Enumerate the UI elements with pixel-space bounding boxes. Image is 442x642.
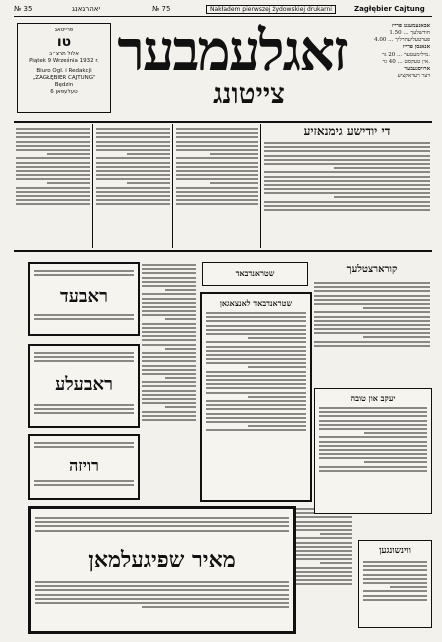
text-line xyxy=(142,398,196,400)
text-line xyxy=(206,375,306,377)
subscription-box xyxy=(352,23,430,115)
office-name: „ZAGŁĘBIER CAJTUNG" xyxy=(32,75,96,81)
text-line xyxy=(296,575,352,577)
date-box xyxy=(17,23,111,113)
corner-number: № 35 xyxy=(14,5,33,13)
text-line xyxy=(142,365,196,367)
text-line xyxy=(319,436,427,438)
text-line xyxy=(314,295,430,297)
text-line xyxy=(16,132,90,134)
text-line xyxy=(314,303,430,305)
center-ad-text xyxy=(206,310,306,494)
text-line xyxy=(16,141,90,143)
text-line xyxy=(96,203,170,205)
text-line xyxy=(96,157,170,159)
text-line xyxy=(296,550,352,552)
text-line xyxy=(206,346,306,348)
year-label: יאהרגאנג xyxy=(72,5,101,13)
text-line xyxy=(206,421,306,423)
text-line xyxy=(16,187,90,189)
text-line xyxy=(34,484,134,486)
text-line xyxy=(210,153,258,155)
center-ad xyxy=(200,292,312,502)
text-line xyxy=(176,128,258,130)
center-ad-title: שטראנדבאד לאנצאגאן xyxy=(219,298,293,308)
text-line xyxy=(314,345,430,347)
text-line xyxy=(248,366,306,368)
bottom-right-ad-title: ווינשונגען xyxy=(379,546,411,556)
text-line xyxy=(206,417,306,419)
text-line xyxy=(176,199,258,201)
text-line xyxy=(176,178,258,180)
text-line xyxy=(296,554,352,556)
text-line xyxy=(165,289,196,291)
text-line xyxy=(16,195,90,197)
text-line xyxy=(206,400,306,402)
ad-box-1-name: ראבעד xyxy=(60,286,108,307)
right-column-text xyxy=(314,280,430,380)
text-line xyxy=(176,166,258,168)
text-line xyxy=(165,377,196,379)
text-line xyxy=(296,529,352,531)
ad-box-2-name: ראבעלע xyxy=(55,374,113,395)
right-ad-text xyxy=(319,405,427,509)
top-info-bar xyxy=(14,3,432,15)
text-line xyxy=(314,332,430,334)
text-line xyxy=(176,132,258,134)
text-line xyxy=(96,170,170,172)
text-line xyxy=(319,420,427,422)
text-line xyxy=(176,170,258,172)
text-line xyxy=(142,277,196,279)
text-line xyxy=(206,362,306,364)
text-line xyxy=(320,533,352,535)
text-line xyxy=(35,598,289,600)
text-line xyxy=(206,371,306,373)
text-line xyxy=(264,201,430,203)
article-column xyxy=(16,126,90,246)
text-line xyxy=(390,586,427,588)
ad-box-1 xyxy=(28,262,140,336)
text-line xyxy=(142,411,196,413)
text-line xyxy=(34,352,134,354)
text-line xyxy=(35,589,289,591)
text-line xyxy=(363,565,427,567)
newspaper-subtitle: צייטונג xyxy=(213,77,285,110)
ad-box-2 xyxy=(28,344,140,428)
text-line xyxy=(264,176,430,178)
office-city: Będzin xyxy=(54,81,74,88)
sub-line: מילימעטער ... 20 גר. xyxy=(382,51,430,58)
text-line xyxy=(142,606,289,608)
text-line xyxy=(35,602,289,604)
text-line xyxy=(176,157,258,159)
memorial-text xyxy=(35,579,289,625)
text-line xyxy=(35,530,289,532)
text-line xyxy=(142,281,196,283)
text-line xyxy=(16,145,90,147)
text-line xyxy=(35,517,289,519)
text-line xyxy=(206,316,306,318)
text-line xyxy=(34,408,134,410)
sub-line: אנאנסן פרייז xyxy=(402,44,430,51)
text-line xyxy=(264,159,430,161)
text-line xyxy=(142,335,196,337)
masthead xyxy=(14,16,432,123)
text-line xyxy=(142,394,196,396)
text-line xyxy=(34,356,134,358)
text-line xyxy=(319,453,427,455)
text-line xyxy=(96,174,170,176)
text-line xyxy=(96,199,170,201)
text-line xyxy=(296,567,352,569)
text-line xyxy=(96,128,170,130)
text-line xyxy=(34,446,134,448)
text-line xyxy=(16,157,90,159)
text-line xyxy=(296,525,352,527)
text-line xyxy=(363,307,430,309)
sub-line: אבאנעמענט פרייז xyxy=(391,23,430,29)
text-line xyxy=(206,379,306,381)
text-line xyxy=(363,599,427,601)
text-line xyxy=(176,141,258,143)
text-line xyxy=(264,163,430,165)
sub-line: חודשלעך ... 1.50 xyxy=(389,30,430,37)
text-line xyxy=(142,285,196,287)
text-line xyxy=(206,358,306,360)
text-line xyxy=(314,311,430,313)
text-line xyxy=(96,191,170,193)
ad-box-3 xyxy=(28,434,140,500)
text-line xyxy=(142,302,196,304)
text-line xyxy=(314,286,430,288)
weekday: פרייטאג xyxy=(54,27,74,33)
text-line xyxy=(47,153,90,155)
center-top-ad-title: שטראנדבאד xyxy=(235,268,275,278)
sub-line: פערטעליעהרליך ... 4.00 xyxy=(374,37,430,44)
text-line xyxy=(363,595,427,597)
text-line xyxy=(142,272,196,274)
article-headline: די יודישע גימנאזיע xyxy=(303,124,391,138)
text-line xyxy=(206,312,306,314)
right-headline: קורארצטלעך xyxy=(346,264,398,275)
text-line xyxy=(320,562,352,564)
text-line xyxy=(319,449,427,451)
text-line xyxy=(206,354,306,356)
text-line xyxy=(264,142,430,144)
narrow-column xyxy=(296,506,352,626)
text-line xyxy=(206,341,306,343)
text-line xyxy=(34,480,134,482)
text-line xyxy=(142,310,196,312)
text-line xyxy=(96,162,170,164)
text-line xyxy=(206,329,306,331)
text-line xyxy=(206,429,306,431)
text-line xyxy=(142,385,196,387)
bottom-right-ad-text xyxy=(363,559,427,623)
text-line xyxy=(142,369,196,371)
ad-box-1-text xyxy=(34,312,134,330)
text-line xyxy=(142,323,196,325)
text-line xyxy=(34,314,134,316)
text-line xyxy=(16,136,90,138)
text-line xyxy=(35,585,289,587)
text-line xyxy=(142,264,196,266)
text-line xyxy=(142,390,196,392)
text-line xyxy=(319,411,427,413)
text-line xyxy=(364,461,427,463)
text-line xyxy=(16,174,90,176)
text-line xyxy=(142,314,196,316)
text-line xyxy=(363,561,427,563)
latin-title: Zagłębier Cajtung xyxy=(354,5,425,13)
text-line xyxy=(35,594,289,596)
text-line xyxy=(34,404,134,406)
text-line xyxy=(34,412,134,414)
text-line xyxy=(142,356,196,358)
text-line xyxy=(206,333,306,335)
text-line xyxy=(142,268,196,270)
text-line xyxy=(96,141,170,143)
text-line xyxy=(264,150,430,152)
text-line xyxy=(96,178,170,180)
text-line xyxy=(248,396,306,398)
text-line xyxy=(16,199,90,201)
text-line xyxy=(16,178,90,180)
text-line xyxy=(334,167,430,169)
article-column xyxy=(96,126,170,246)
issue-number: № 75 xyxy=(152,5,171,13)
text-line xyxy=(142,419,196,421)
text-line xyxy=(334,196,430,198)
hebrew-date: אלול תרצ״ב xyxy=(49,51,79,58)
text-line xyxy=(210,182,258,184)
text-line xyxy=(319,441,427,443)
section-divider xyxy=(14,250,432,252)
text-line xyxy=(142,306,196,308)
text-line xyxy=(264,192,430,194)
text-line xyxy=(142,381,196,383)
text-line xyxy=(16,170,90,172)
sub-line: ארויסגעבער xyxy=(404,65,430,72)
bottom-right-ad xyxy=(358,540,432,628)
text-line xyxy=(142,344,196,346)
text-line xyxy=(176,174,258,176)
right-ad-title: יעקב און טובה xyxy=(350,393,396,403)
text-line xyxy=(363,574,427,576)
article-column xyxy=(264,140,430,246)
narrow-column xyxy=(142,262,196,498)
text-line xyxy=(248,425,306,427)
text-line xyxy=(319,457,427,459)
text-line xyxy=(206,383,306,385)
text-line xyxy=(296,542,352,544)
text-line xyxy=(35,525,289,527)
text-line xyxy=(206,404,306,406)
text-line xyxy=(16,203,90,205)
text-line xyxy=(206,392,306,394)
text-line xyxy=(319,428,427,430)
text-line xyxy=(264,146,430,148)
text-line xyxy=(206,320,306,322)
right-ad xyxy=(314,388,432,514)
text-line xyxy=(176,149,258,151)
text-line xyxy=(206,325,306,327)
text-line xyxy=(314,299,430,301)
text-line xyxy=(96,166,170,168)
text-line xyxy=(264,188,430,190)
text-line xyxy=(142,339,196,341)
text-line xyxy=(296,521,352,523)
text-line xyxy=(176,162,258,164)
text-line xyxy=(96,145,170,147)
text-line xyxy=(34,318,134,320)
text-line xyxy=(165,406,196,408)
text-line xyxy=(96,136,170,138)
text-line xyxy=(264,184,430,186)
text-line xyxy=(96,187,170,189)
text-line xyxy=(264,205,430,207)
text-line xyxy=(264,155,430,157)
publisher-badge: Nakładem pierwszej żydowskiej drukarni xyxy=(206,5,336,14)
text-line xyxy=(16,166,90,168)
text-line xyxy=(165,348,196,350)
center-top-ad xyxy=(202,262,308,286)
text-line xyxy=(314,341,430,343)
text-line xyxy=(314,328,430,330)
text-line xyxy=(142,331,196,333)
text-line xyxy=(296,537,352,539)
ad-box-2-text xyxy=(34,402,134,422)
text-line xyxy=(34,274,134,276)
text-line xyxy=(34,270,134,272)
text-line xyxy=(176,187,258,189)
text-line xyxy=(296,546,352,548)
newspaper-title: זאגלעמבער xyxy=(117,18,347,84)
column-rule xyxy=(92,124,93,248)
text-line xyxy=(319,466,427,468)
text-line xyxy=(35,521,289,523)
text-line xyxy=(16,162,90,164)
text-line xyxy=(96,149,170,151)
text-line xyxy=(165,318,196,320)
text-line xyxy=(142,415,196,417)
text-line xyxy=(363,582,427,584)
article-column xyxy=(176,126,258,246)
ad-box-3-name: רויזה xyxy=(69,456,99,475)
ad-box-2-text xyxy=(34,350,134,370)
memorial-name: מאיר שפיגעלמאן xyxy=(88,547,236,573)
text-line xyxy=(264,209,430,211)
text-line xyxy=(319,470,427,472)
text-line xyxy=(363,336,430,338)
text-line xyxy=(296,558,352,560)
text-line xyxy=(142,293,196,295)
text-line xyxy=(142,360,196,362)
text-line xyxy=(96,195,170,197)
latin-date: Piątek 9 Września 1932 r. xyxy=(29,58,99,65)
office-label: Biuro Ogł. i Redakcji xyxy=(36,68,92,75)
text-line xyxy=(296,516,352,518)
text-line xyxy=(314,290,430,292)
text-line xyxy=(206,350,306,352)
text-line xyxy=(34,442,134,444)
column-rule xyxy=(260,124,261,248)
office-phone: טעלעפאן 6 xyxy=(50,88,78,95)
ad-box-1-text xyxy=(34,268,134,282)
text-line xyxy=(176,145,258,147)
text-line xyxy=(176,191,258,193)
text-line xyxy=(47,182,90,184)
text-line xyxy=(206,413,306,415)
text-line xyxy=(142,298,196,300)
text-line xyxy=(363,569,427,571)
text-line xyxy=(363,578,427,580)
text-line xyxy=(296,579,352,581)
text-line xyxy=(16,149,90,151)
text-line xyxy=(314,316,430,318)
column-rule xyxy=(172,124,173,248)
text-line xyxy=(96,132,170,134)
text-line xyxy=(176,203,258,205)
text-line xyxy=(16,191,90,193)
text-line xyxy=(142,373,196,375)
text-line xyxy=(35,581,289,583)
text-line xyxy=(319,415,427,417)
text-line xyxy=(296,583,352,585)
text-line xyxy=(319,424,427,426)
text-line xyxy=(314,324,430,326)
text-line xyxy=(264,180,430,182)
ad-box-3-text xyxy=(34,478,134,494)
text-line xyxy=(142,352,196,354)
text-line xyxy=(363,590,427,592)
memorial-text xyxy=(35,515,289,543)
text-line xyxy=(314,320,430,322)
text-line xyxy=(319,407,427,409)
day-number: טו xyxy=(56,33,72,50)
ad-box-3-text xyxy=(34,440,134,454)
text-line xyxy=(314,282,430,284)
text-line xyxy=(364,432,427,434)
sub-line: דער רעדאקציע xyxy=(397,72,430,79)
text-line xyxy=(127,153,170,155)
text-line xyxy=(176,136,258,138)
ad-box-memorial xyxy=(28,506,296,634)
text-line xyxy=(248,337,306,339)
text-line xyxy=(206,387,306,389)
text-line xyxy=(176,195,258,197)
text-line xyxy=(127,182,170,184)
text-line xyxy=(264,171,430,173)
text-line xyxy=(142,327,196,329)
text-line xyxy=(206,408,306,410)
text-line xyxy=(296,571,352,573)
text-line xyxy=(142,402,196,404)
sub-line: אין טעקסט ... 40 גר. xyxy=(382,58,430,65)
text-line xyxy=(34,360,134,362)
text-line xyxy=(319,445,427,447)
text-line xyxy=(16,128,90,130)
